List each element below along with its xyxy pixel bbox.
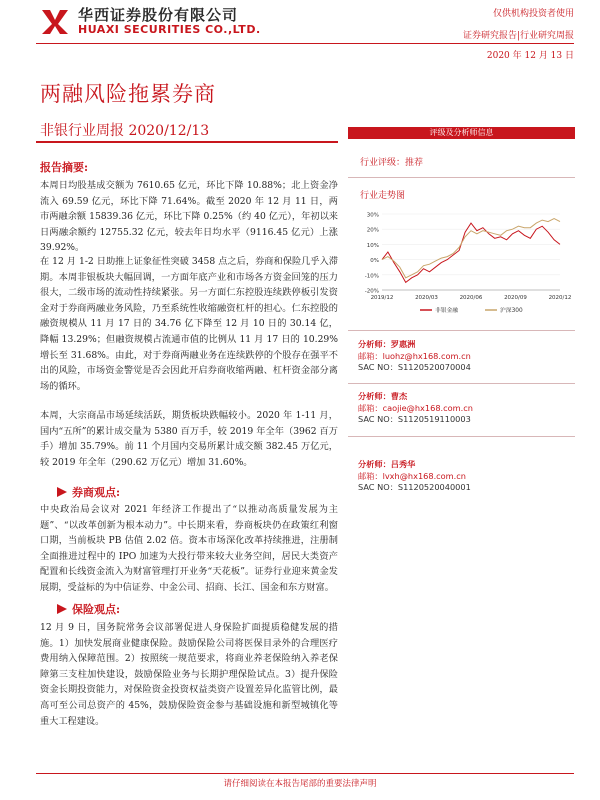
report-subtitle: 非银行业周报 2020/12/13 [40, 123, 210, 139]
y-tick-label: 30% [366, 212, 379, 219]
analyst-email[interactable]: 邮箱：luohz@hx168.com.cn [358, 350, 471, 361]
footer-divider [36, 773, 574, 774]
report-date: 2020 年 12 月 13 日 [486, 51, 574, 61]
legend-label: 非银金融 [435, 308, 459, 314]
summary-paragraph-3: 本周，大宗商品市场延续活跃，期货板块跌幅较小。2020 年 1-11 月，国内“五所”的累计成交量为 5380 百万手，较 2019 年全年（3962 百万手）增加 35.79%。前 11 个月国内交易所累计成交额 382.45 万亿元，较 2019 年全年（290.62 万亿元）增加 31.60%。 [40, 410, 338, 468]
analyst-sac: SAC NO：S1120520070004 [358, 362, 471, 372]
y-tick-label: 10% [366, 242, 379, 249]
industry-rating: 行业评级：推荐 [360, 158, 424, 168]
industry-trend-chart [360, 208, 575, 323]
company-name-cn: 华西证券股份有限公司 [78, 6, 239, 24]
x-tick-label: 2020/12 [548, 295, 572, 301]
analyst-name: 分析师：吕秀华 [358, 459, 416, 469]
analyst-email[interactable]: 邮箱：lvxh@hx168.com.cn [358, 470, 466, 481]
brokerage-view-text: 中央政治局会议对 2021 年经济工作提出了“以推动高质量发展为主题”、“以改革创新为根本动力”。中长期来看，券商板块仍在政策红利窗口期，当前板块 PB 估值 2.02 倍。资本市场深化改革持续推进，注册制全面推进过程中的 IPO 加速为大投行带来较大业务空间，居民大类资产配置和长线资金流入为财富管理打开业务“天花板”。证券行业迎来黄金发展期，受益标的为中信证券、中金公司、招商、长江、国金和东方财富。 [40, 504, 338, 593]
x-tick-label: 2020/09 [504, 295, 527, 301]
sidebar-divider [348, 383, 575, 384]
x-tick-label: 2020/06 [459, 295, 483, 301]
arrow-bullet-icon [56, 603, 68, 615]
analyst-name: 分析师：罗惠洲 [358, 339, 416, 349]
insurance-view-label: 保险观点: [72, 603, 121, 616]
subtitle-divider [36, 141, 338, 143]
summary-label: 报告摘要: [40, 161, 89, 174]
audience-note: 仅供机构投资者使用 [492, 9, 574, 19]
logo-icon [40, 8, 70, 36]
analyst-sac: SAC NO：S1120520040001 [358, 482, 471, 492]
header-divider [36, 43, 574, 44]
analyst-card [358, 391, 473, 426]
analyst-sac: SAC NO：S1120519110003 [358, 414, 471, 424]
report-title: 两融风险拖累券商 [40, 82, 216, 106]
x-tick-label: 2019/12 [370, 295, 394, 301]
brokerage-view-heading [56, 484, 120, 500]
analyst-email[interactable]: 邮箱：caojie@hx168.com.cn [358, 402, 473, 413]
analyst-card [358, 339, 471, 374]
insurance-view-text: 12 月 9 日，国务院常务会议部署促进人身保险扩面提质稳健发展的措施。1）加快发展商业健康保险。鼓励保险公司将医保目录外的合理医疗费用纳入保障范围。2）按照统一规范要求，将商业养老保险纳入养老保障第三支柱加快建设，鼓励保险业务与长期护理保险试点。3）提升保险资金长期投资能力，对保险资金投资权益类资产设置差异化监管比例，最高可至公司总资产的 45%，鼓励保险资金参与基础设施和新型城镇化等重大工程建设。 [40, 622, 338, 727]
legal-notice: 请仔细阅读在本报告尾部的重要法律声明 [223, 779, 377, 789]
summary-paragraph-1: 本周日均股基成交额为 7610.65 亿元，环比下降 10.88%；北上资金净流入 69.59 亿元，环比下降 71.64%。截至 2020 年 12 月 11 日，两市两融余额 15839.36 亿元，环比下降 0.25%（约 40 亿元），年初以来日两融余额约 12755.32 亿元，较去年日均水平（9116.45 亿元）上涨 39.92%。 [40, 180, 338, 254]
sidebar-divider [348, 177, 575, 178]
arrow-bullet-icon [56, 486, 68, 498]
report-category: 证券研究报告|行业研究周报 [462, 31, 574, 41]
y-tick-label: -20% [364, 288, 379, 295]
summary-paragraph-2: 在 12 月 1-2 日助推上证象征性突破 3458 点之后，券商和保险几乎入滞期。本周非银板块大幅回调，一方面年底产业和市场各方资金回笼的压力很大，二级市场的流动性持续紧张。另一方面仁东控股连续跌停板引发资金对于券商两融业务风险，乃至系统性收缩融资杠杆的担心。仁东控股的融资规模从 11 月 17 日的 34.76 亿下降至 12 月 10 日的 30.14 亿，降幅 13.29%；但融资规模占流通市值的比例从 11 月 17 日的 10.29% 增长至 31.68%。由此，对于券商两融业务在连续跌停的个股存在强平不出的风险，市场资金警觉是否会因此开启券商收缩两融、杠杆资金部分离场的循环。 [40, 256, 338, 392]
x-tick-label: 2020/03 [415, 295, 438, 301]
rating-analyst-header: 评级及分析师信息 [348, 127, 575, 139]
brokerage-view-label: 券商观点: [72, 486, 121, 499]
y-tick-label: -10% [364, 273, 379, 280]
sidebar-divider [348, 436, 575, 437]
y-tick-label: 0% [370, 258, 379, 265]
sidebar-divider [348, 330, 575, 331]
y-tick-label: 20% [366, 227, 379, 234]
analyst-name: 分析师：曹杰 [358, 391, 408, 401]
analyst-card [358, 459, 471, 494]
trend-chart-label: 行业走势图 [360, 191, 406, 201]
series-line [382, 219, 560, 278]
insurance-view-heading [56, 601, 120, 617]
legend-label: 沪深300 [500, 308, 523, 314]
series-line [382, 223, 560, 282]
company-name-en: HUAXI SECURITIES CO.,LTD. [78, 23, 261, 36]
